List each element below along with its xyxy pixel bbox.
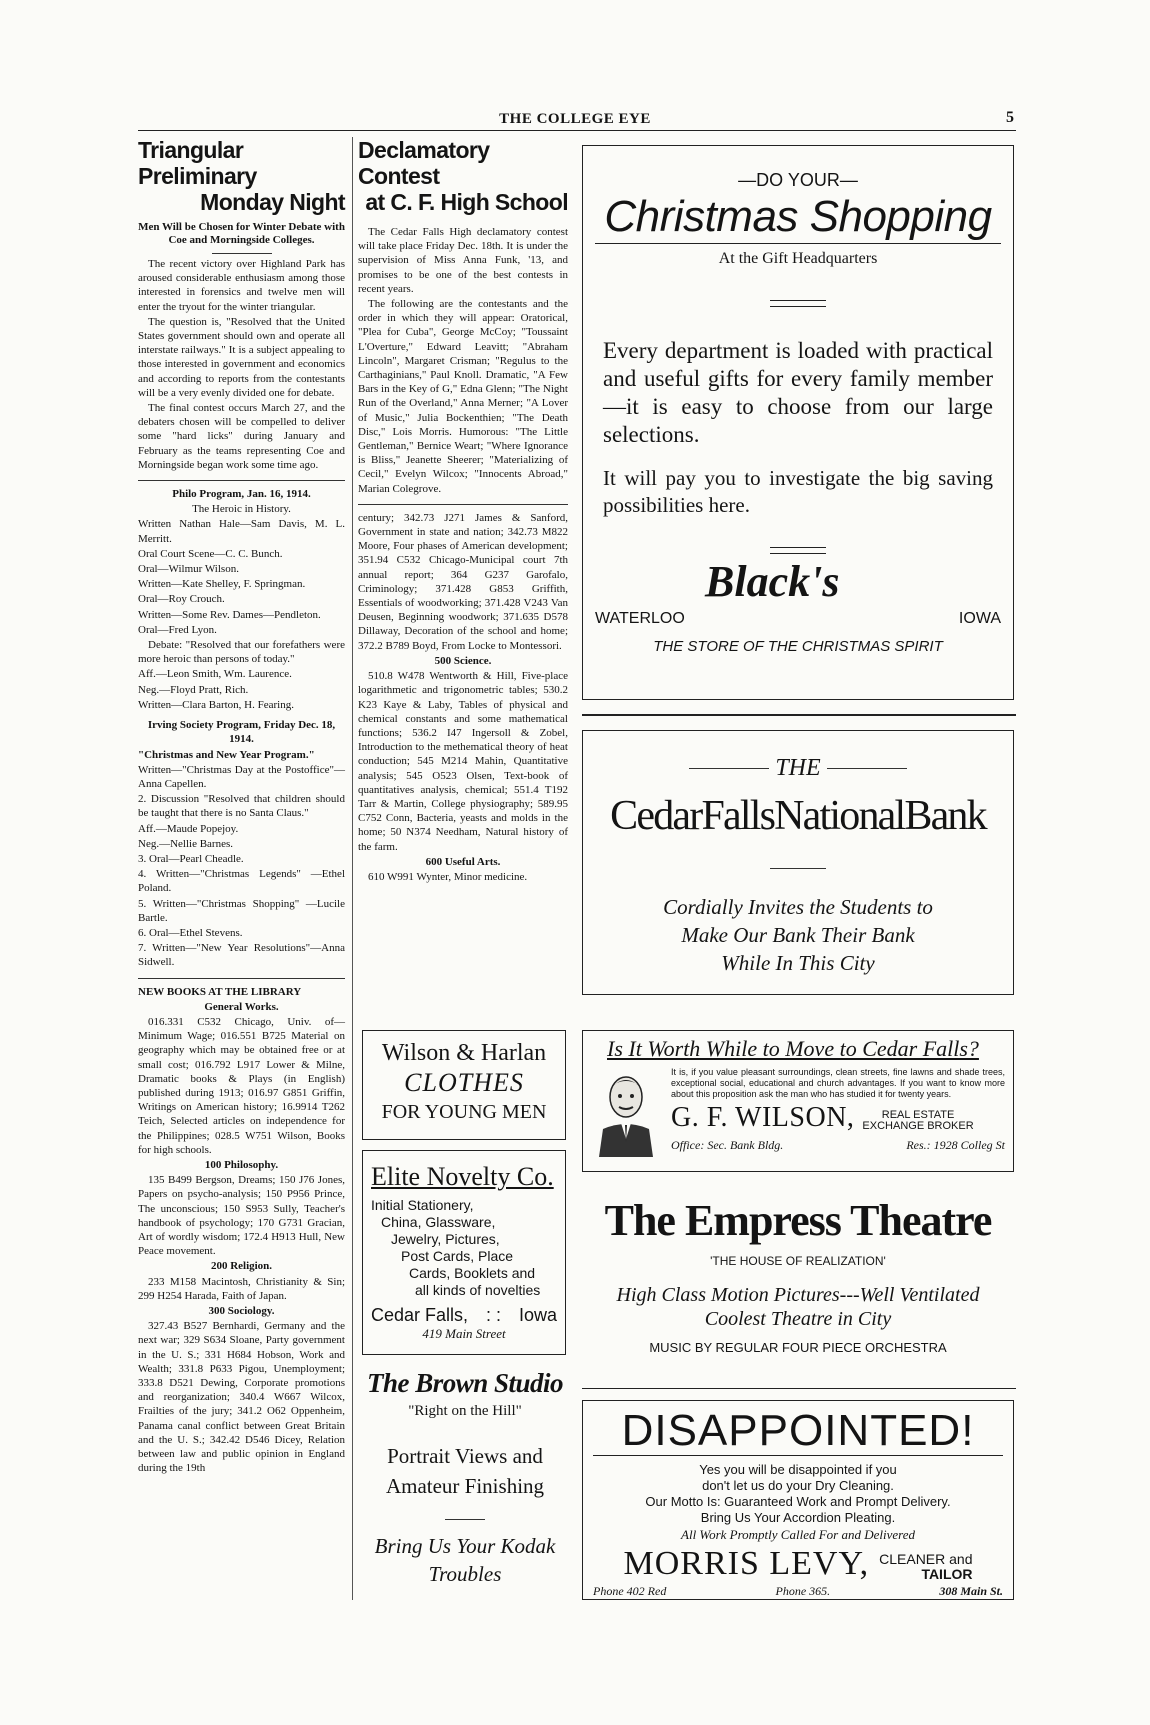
residence-address: Res.: 1928 Colleg St xyxy=(906,1138,1005,1152)
ad-morris-levy xyxy=(582,1400,1014,1600)
library-paragraph: 327.43 B527 Bernhardi, Germany and the next war; 329 S634 Sloane, Party government in the U. S.; 331 H684 Hobson, Work and Wealth; 331.8 P633 Pigou, Unemployment; 333.8 D521 Dewing, Corporate promotions and reorganization; 340.4 W667 Wilcox, Frailties of the jury; 341.2 O62 Oppenheim, Panama canal conflict between Great Britain and the U. S.; 342.42 D546 Dicey, Relation between law and public opinion in England during the 19th xyxy=(138,1320,345,1475)
double-rule xyxy=(770,300,826,307)
ad-line: Jewelry, Pictures, xyxy=(391,1231,500,1247)
ad-line: Cards, Booklets and xyxy=(409,1265,536,1281)
headline-declamatory: Declamatory Contest xyxy=(358,137,490,189)
ad-clothes: CLOTHES xyxy=(404,1068,524,1097)
broker-name: G. F. WILSON, xyxy=(671,1102,855,1133)
library-title: NEW BOOKS AT THE LIBRARY xyxy=(138,985,302,998)
program-line: 2. Discussion "Resolved that children should be taught that there is no Santa Claus." xyxy=(138,793,345,820)
section-rule xyxy=(582,1388,1016,1389)
ad-top-line: —DO YOUR— xyxy=(738,170,858,190)
ad-city: WATERLOO xyxy=(595,610,685,627)
program-line: Aff.—Leon Smith, Wm. Laurence. xyxy=(138,668,292,681)
program-line: 7. Written—"New Year Resolutions"—Anna Sidwell. xyxy=(138,942,345,969)
ad-state: IOWA xyxy=(958,610,1001,627)
ad-line: MUSIC BY REGULAR FOUR PIECE ORCHESTRA xyxy=(649,1340,947,1355)
philo-program-subtitle: The Heroic in History. xyxy=(192,503,291,516)
ad-wilson-harlan xyxy=(362,1030,566,1140)
program-line: Neg.—Floyd Pratt, Rich. xyxy=(138,683,249,696)
ad-line: CLEANER and xyxy=(879,1551,973,1567)
cleaner-address: 308 Main St. xyxy=(939,1584,1003,1598)
ad-line: Our Motto Is: Guaranteed Work and Prompt Delivery. xyxy=(645,1494,951,1509)
ad-line: don't let us do your Dry Cleaning. xyxy=(702,1478,894,1493)
column-1 xyxy=(138,137,345,1476)
ad-line: Initial Stationery, xyxy=(371,1197,474,1213)
ad-elite-novelty xyxy=(362,1150,566,1355)
article-paragraph: The recent victory over Highland Park has aroused considerable enthusiasm among those interested in forensics and twelve men will enter the tryout for the winter triangular. xyxy=(138,258,345,313)
irving-program-title: Irving Society Program, Friday Dec. 18, 1914. xyxy=(147,719,336,746)
program-line: 5. Written—"Christmas Shopping" —Lucile Bartle. xyxy=(138,897,345,924)
ad-address: 419 Main Street xyxy=(422,1326,506,1341)
section-rule xyxy=(582,714,1016,716)
program-line: Neg.—Nellie Barnes. xyxy=(138,837,233,850)
headline-high-school: at C. F. High School xyxy=(365,189,568,215)
library-heading: 100 Philosophy. xyxy=(204,1158,279,1171)
headline-monday-night: Monday Night xyxy=(200,189,345,215)
library-paragraph: century; 342.73 J271 James & Sanford, Government in state and nation; 342.73 M822 Moore, Four phases of American development; 351.94 C532 Chicago-Municipal court 7th annual report; 364 G237 Garofalo, Criminology; 371.428 G853 Griffith, Essentials of woodworking; 371.428 V243 Van Deusen, Beginning woodwork; 371.635 D578 Dillaway, Decoration of the school and home; 372.2 B789 Boyd, From Locke to Montessori. xyxy=(358,511,568,652)
ad-title: Christmas Shopping xyxy=(595,191,1001,244)
ad-cedar-falls-national-bank xyxy=(582,730,1014,995)
ad-paragraph: It will pay you to investigate the big saving possibilities here. xyxy=(603,466,993,517)
column-2 xyxy=(358,137,568,885)
ad-line: High Class Motion Pictures---Well Ventilated xyxy=(616,1284,980,1306)
ad-the: THE xyxy=(775,755,821,781)
ad-line: Make Our Bank Their Bank xyxy=(681,923,915,947)
headline-triangular: Triangular Preliminary xyxy=(138,137,257,189)
portrait-image xyxy=(591,1067,661,1157)
ad-line: Amateur Finishing xyxy=(385,1474,545,1498)
ad-line: Cordially Invites the Students to xyxy=(663,895,933,919)
ad-empress-theatre xyxy=(582,1195,1014,1357)
ad-line: Troubles xyxy=(428,1562,502,1586)
phone-left: Phone 402 Red xyxy=(593,1584,667,1598)
ad-line: Bring Us Your Kodak xyxy=(374,1534,556,1558)
theatre-name: The Empress Theatre xyxy=(604,1196,992,1245)
ad-gf-wilson xyxy=(582,1030,1014,1172)
office-address: Office: Sec. Bank Bldg. xyxy=(671,1138,784,1152)
bank-name: CedarFallsNationalBank xyxy=(610,793,986,839)
ad-paragraph: Every department is loaded with practical and useful gifts for every family member—it is easy to choose from our large selections. xyxy=(603,338,993,447)
divider xyxy=(770,868,826,869)
library-heading: 300 Sociology. xyxy=(208,1305,275,1318)
article-paragraph: The Cedar Falls High declamatory contest will take place Friday Dec. 18th. It is under the supervision of Miss Anna Funk, '13, and promises to be one of the best contests in recent years. xyxy=(358,226,568,295)
ad-line: While In This City xyxy=(721,951,875,975)
program-line: 6. Oral—Ethel Stevens. xyxy=(138,926,243,939)
article-paragraph: The final contest occurs March 27, and the debaters chosen will be compelled to deliver some "hard licks" during January and February as the teams representing Coe and Morningside began work some time ago. xyxy=(138,402,345,471)
program-line: Oral Court Scene—C. C. Bunch. xyxy=(138,547,283,560)
ad-title: Elite Novelty Co. xyxy=(371,1162,554,1191)
ad-line: All Work Promptly Called For and Delivered xyxy=(681,1527,915,1542)
ad-line: Post Cards, Place xyxy=(401,1248,514,1264)
ad-line: Coolest Theatre in City xyxy=(704,1308,892,1330)
ad-title: Is It Worth While to Move to Cedar Falls? xyxy=(607,1036,979,1061)
program-line: Written—"Christmas Day at the Postoffice"—Anna Capellen. xyxy=(138,763,345,790)
ad-tagline: THE STORE OF THE CHRISTMAS SPIRIT xyxy=(653,638,943,655)
program-line: 4. Written—"Christmas Legends" —Ethel Poland. xyxy=(138,868,345,895)
ad-line: TAILOR xyxy=(921,1566,973,1582)
ad-line: China, Glassware, xyxy=(381,1214,496,1230)
section-rule xyxy=(138,978,345,979)
library-heading: 200 Religion. xyxy=(210,1260,273,1273)
column-rule xyxy=(352,137,353,1600)
divider xyxy=(445,1519,485,1520)
irving-program-subtitle: "Christmas and New Year Program." xyxy=(138,748,315,761)
phone-right: Phone 365. xyxy=(775,1584,831,1598)
ad-line: REAL ESTATE xyxy=(881,1109,955,1121)
program-line: Written—Some Rev. Dames—Pendleton. xyxy=(138,608,321,621)
ad-title: DISAPPOINTED! xyxy=(593,1407,1003,1456)
program-line: Written—Clara Barton, H. Fearing. xyxy=(138,698,294,711)
ad-line: EXCHANGE BROKER xyxy=(862,1120,974,1132)
program-line: Written—Kate Shelley, F. Springman. xyxy=(138,578,306,591)
library-paragraph: 510.8 W478 Wentworth & Hill, Five-place logarithmetic and trigonometric tables; 530.2 K23 Kaye & Laby, Tables of physical and chemical constants and some mathematical functions; 536.2 I47 Ingersoll & Zobel, Introduction to the methematical theory of heat conduction; 545 M214 Mahin, Quantitative analysis; 545 O523 Olsen, Text-book of quantitatives analysis, chemical; 551.4 T192 Tarr & Martin, College physiography; 589.95 C752 Conn, Bacteria, yeasts and molds in the home; 50 N374 Needham, Natural history of the farm. xyxy=(358,670,568,853)
program-line: Oral—Fred Lyon. xyxy=(138,623,217,636)
library-heading: 600 Useful Arts. xyxy=(425,855,501,868)
ad-brown-studio xyxy=(360,1365,570,1588)
section-rule xyxy=(358,504,568,505)
program-line: Debate: "Resolved that our forefathers were more heroic than persons of today." xyxy=(138,639,345,666)
program-line: Oral—Wilmur Wilson. xyxy=(138,563,239,576)
ad-city: Cedar Falls, xyxy=(371,1305,469,1325)
page-number: 5 xyxy=(1006,109,1014,126)
ad-line: Bring Us Your Accordion Pleating. xyxy=(700,1510,896,1525)
ad-line: Portrait Views and xyxy=(387,1444,543,1468)
library-heading: 500 Science. xyxy=(434,654,492,667)
philo-program-title: Philo Program, Jan. 16, 1914. xyxy=(172,488,311,501)
section-rule xyxy=(138,480,345,481)
ad-text: It is, if you value pleasant surroundings, clean streets, fine lawns and shade trees, exceptional social, educational and church advantages. If you want to know more about this proposition ask the man who has studied it for twenty years. xyxy=(671,1067,1005,1099)
ad-sep: : : xyxy=(485,1305,501,1325)
program-line: 3. Oral—Pearl Cheadle. xyxy=(138,852,244,865)
article-paragraph: The question is, "Resolved that the United States government should own and operate all interstate railways." It is a subject appealing to those interested in government and economics and according to reports from the contestants will be a very evenly divided one for debate. xyxy=(138,315,345,399)
newspaper-title: THE COLLEGE EYE xyxy=(499,111,651,127)
library-paragraph: 233 M158 Macintosh, Christianity & Sin; 299 H254 Harada, Faith of Japan. xyxy=(138,1275,345,1302)
program-line: Written Nathan Hale—Sam Davis, M. L. Merritt. xyxy=(138,518,345,545)
ad-subtitle: At the Gift Headquarters xyxy=(718,250,878,267)
header-rule xyxy=(138,130,1016,131)
divider xyxy=(212,253,272,254)
library-paragraph: 016.331 C532 Chicago, Univ. of—Minimum Wage; 016.551 B725 Material on geography which may be obtained free or at small cost; 016.792 L917 Lower & Milne, Dramatic books & Plays (in English) published during 1913; 016.97 G851 Griffin, Writings on American history; 16.9914 T262 Teich, Selected articles on independence for the Philippines; 028.5 W751 Wilson, Books for high schools. xyxy=(138,1015,345,1156)
program-line: Aff.—Maude Popejoy. xyxy=(138,822,239,835)
ad-tagline: FOR YOUNG MEN xyxy=(381,1101,547,1123)
program-line: Oral—Roy Crouch. xyxy=(138,593,225,606)
ad-blacks xyxy=(582,145,1014,700)
store-name: Black's xyxy=(705,557,840,606)
ad-tagline: "Right on the Hill" xyxy=(408,1403,522,1419)
double-rule xyxy=(770,547,826,554)
ad-state: Iowa xyxy=(518,1305,557,1325)
ad-title: The Brown Studio xyxy=(366,1368,564,1398)
article-paragraph: The following are the contestants and the order in which they will appear: Oratorical, "Plea for Cuba", George McCoy; "Toussaint L'Overture," Edward Leavitt; "Abraham Lincoln", Margaret Crisman; "Regulus to the Carthaginians," Paul Knoll. Dramatic, "A Few Bars in the Key of G," Edna Glenn; "The Night Run of the Overland," Anna Merner; "A Lover of Music," Julia Bockenthien; "The Death Disc," Lois Morris. Humorous: "The Little Gentleman," Bernice Weart; "Where Ignorance is Bliss," Jeanette Sheerer; "Materializing of Cecil," Evelyn Wilcox; "Innocents Abroad," Marian Colegrove. xyxy=(358,298,568,495)
cleaner-name: MORRIS LEVY, xyxy=(623,1545,870,1582)
library-paragraph: 135 B499 Bergson, Dreams; 150 J76 Jones, Papers on psycho-analysis; 150 P956 Prince, The unconscious; 150 S953 Sully, Teacher's handbook of psychology; 170 G731 Gracian, Art of wordly wisdom; 172.4 H913 Hull, New Peace movement. xyxy=(138,1174,345,1258)
ad-title: Wilson & Harlan xyxy=(381,1040,547,1066)
library-subtitle: General Works. xyxy=(204,1000,279,1013)
library-paragraph: 610 W991 Wynter, Minor medicine. xyxy=(368,870,528,883)
ad-line: all kinds of novelties xyxy=(415,1282,541,1298)
ad-line: Yes you will be disappointed if you xyxy=(699,1462,897,1477)
ad-subtitle: 'THE HOUSE OF REALIZATION' xyxy=(710,1254,886,1268)
subhead-debate: Men Will be Chosen for Winter Debate with Coe and Morningside Colleges. xyxy=(138,221,345,246)
